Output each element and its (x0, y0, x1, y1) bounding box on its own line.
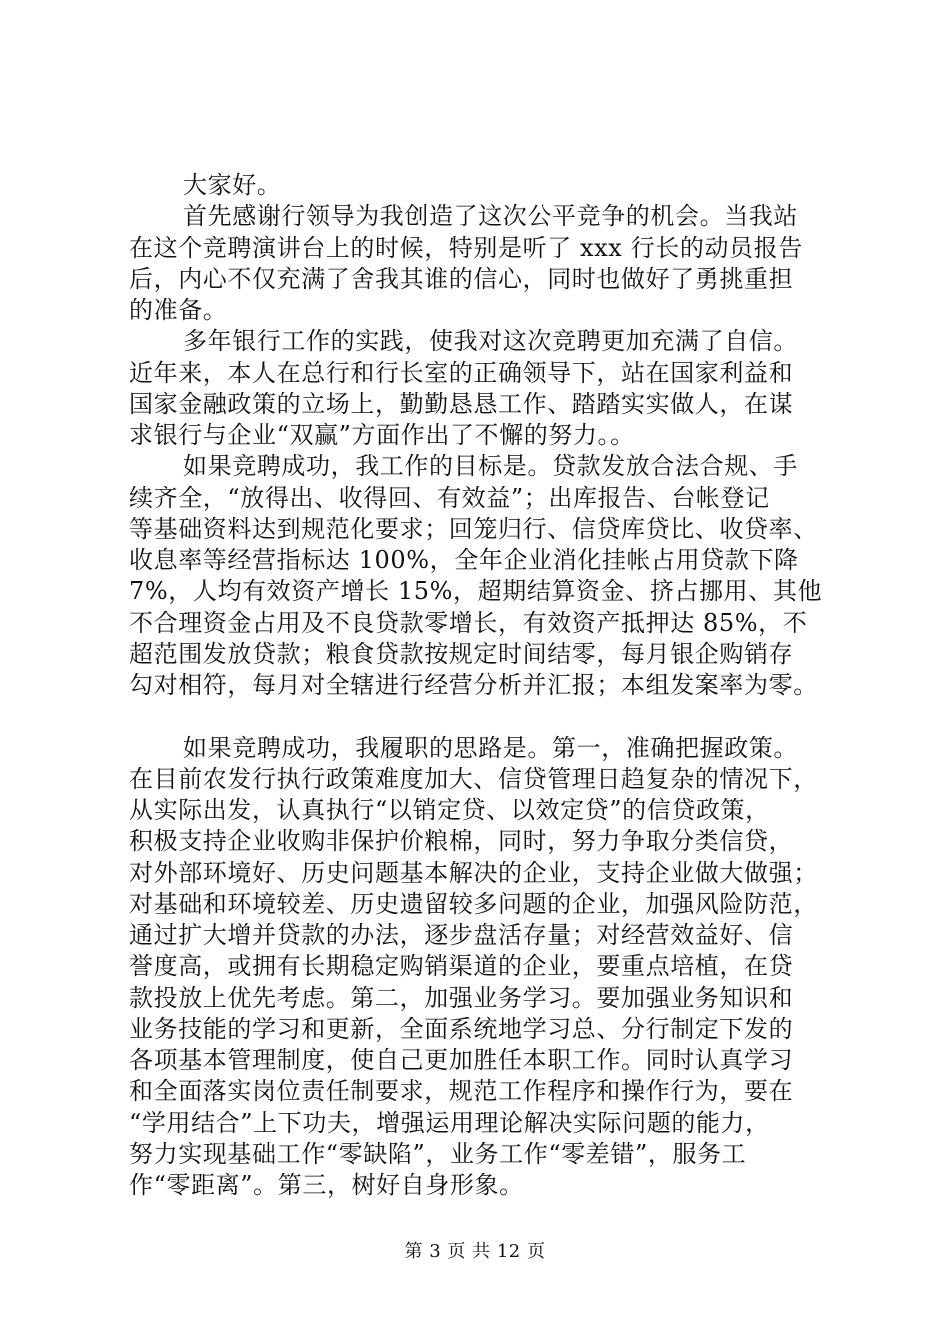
paragraph-4-line-2: 续齐全，“放得出、收得回、有效益”；出库报告、台帐登记 (129, 483, 770, 512)
paragraph-5-line-4: 积极支持企业收购非保护价粮棉，同时，努力争取分类信贷， (129, 827, 794, 856)
paragraph-3-line-4: 求银行与企业“双赢”方面作出了不懈的努力。。 (129, 421, 635, 449)
paragraph-1-line-1: 大家好。 (183, 171, 282, 199)
paragraph-4-line-7: 超范围发放贷款；粮食贷款按规定时间结零，每月银企购销存 (129, 639, 794, 668)
paragraph-2-line-4: 的准备。 (129, 296, 228, 324)
paragraph-2-line-1: 首先感谢行领导为我创造了这次公平竞争的机会。当我站 (183, 202, 798, 231)
paragraph-5-line-2: 在目前农发行执行政策难度加大、信贷管理日趋复杂的情况下， (129, 764, 818, 793)
paragraph-5-line-13: “学用结合”上下功夫，增强运用理论解决实际问题的能力， (129, 1108, 770, 1137)
paragraph-5-line-10: 业务技能的学习和更新，全面系统地学习总、分行制定下发的 (129, 1014, 794, 1043)
paragraph-5-line-15: 作“零距离”。第三，树好自身形象。 (129, 1171, 524, 1199)
paragraph-5-line-12: 和全面落实岗位责任制要求，规范工作程序和操作行为，要在 (129, 1077, 794, 1106)
document-body (129, 170, 849, 1201)
paragraph-4-line-5: 7%，人均有效资产增长 15%，超期结算资金、挤占挪用、其他 (129, 577, 823, 606)
paragraph-2-line-3: 后，内心不仅充满了舍我其谁的信心，同时也做好了勇挑重担 (129, 264, 794, 293)
paragraph-4-line-8: 勾对相符，每月对全辖进行经营分析并汇报；本组发案率为零。 (129, 671, 818, 699)
paragraph-4-line-3: 等基础资料达到规范化要求；回笼归行、信贷库贷比、收贷率、 (129, 514, 818, 543)
page-number-label: 第 3 页 共 12 页 (404, 1241, 546, 1262)
paragraph-5-line-1: 如果竞聘成功，我履职的思路是。第一，准确把握政策。 (183, 733, 798, 762)
paragraph-5-line-6: 对基础和环境较差、历史遗留较多问题的企业，加强风险防范， (129, 889, 818, 918)
page-footer (0, 1240, 950, 1264)
paragraph-5-line-11: 各项基本管理制度，使自己更加胜任本职工作。同时认真学习 (129, 1046, 794, 1074)
paragraph-3-line-2: 近年来，本人在总行和行长室的正确领导下，站在国家利益和 (129, 358, 794, 387)
paragraph-5-line-14: 努力实现基础工作“零缺陷”，业务工作“零差错”，服务工 (129, 1139, 747, 1168)
paragraph-5-line-3: 从实际出发，认真执行“以销定贷、以效定贷”的信贷政策， (129, 796, 770, 824)
paragraph-4-line-6: 不合理资金占用及不良贷款零增长，有效资产抵押达 85%，不 (129, 608, 808, 637)
paragraph-5-line-7: 通过扩大增并贷款的办法，逐步盘活存量；对经营效益好、信 (129, 921, 794, 949)
paragraph-5-line-9: 款投放上优先考虑。第二，加强业务学习。要加强业务知识和 (129, 983, 794, 1012)
paragraph-5-line-8: 誉度高，或拥有长期稳定购销渠道的企业，要重点培植，在贷 (129, 952, 794, 981)
paragraph-5-line-5: 对外部环境好、历史问题基本解决的企业，支持企业做大做强； (129, 858, 818, 887)
paragraph-3-line-1: 多年银行工作的实践，使我对这次竞聘更加充满了自信。 (183, 327, 798, 356)
paragraph-2-line-2: 在这个竞聘演讲台上的时候，特别是听了 xxx 行长的动员报告 (129, 233, 803, 262)
paragraph-3-line-3: 国家金融政策的立场上，勤勤恳恳工作、踏踏实实做人，在谋 (129, 389, 794, 418)
paragraph-spacer (129, 701, 849, 732)
paragraph-4-line-1: 如果竞聘成功，我工作的目标是。贷款发放合法合规、手 (183, 452, 798, 481)
paragraph-4-line-4: 收息率等经营指标达 100%，全年企业消化挂帐占用贷款下降 (129, 546, 799, 574)
